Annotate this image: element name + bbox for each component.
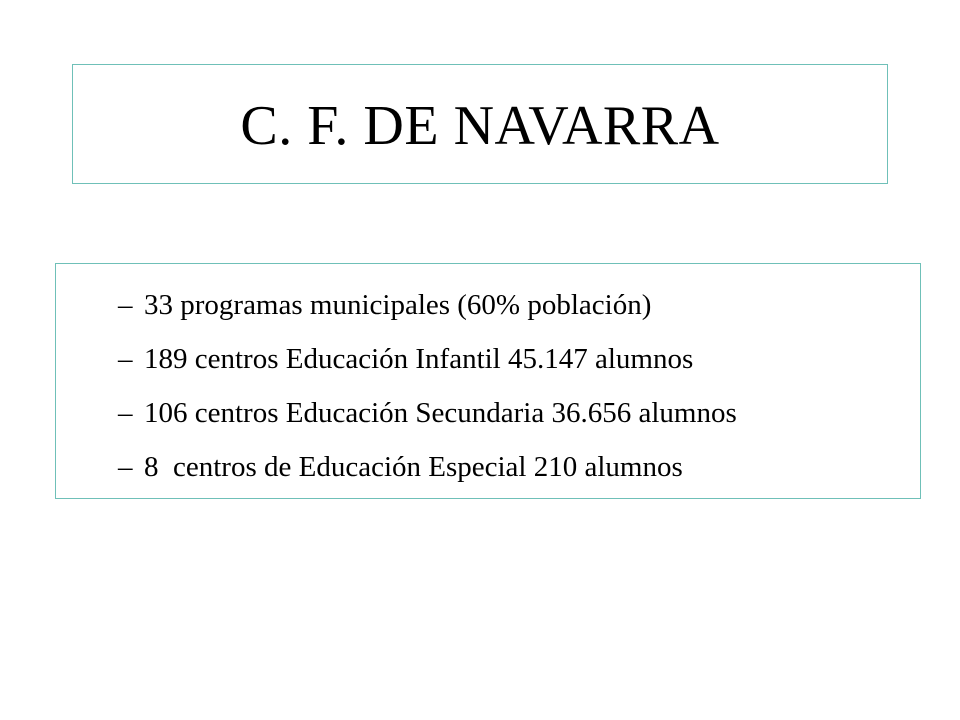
- bullet-item: [118, 386, 737, 440]
- slide-title: C. F. DE NAVARRA: [240, 95, 720, 157]
- bullet-text: 33 programas municipales (60% población): [144, 289, 652, 321]
- bullet-text: 189 centros Educación Infantil 45.147 alumnos: [144, 343, 694, 375]
- bullet-text: 106 centros Educación Secundaria 36.656 alumnos: [144, 397, 737, 429]
- content-box: [55, 263, 921, 499]
- bullet-list: [118, 278, 737, 494]
- bullet-item: [118, 332, 737, 386]
- bullet-dash: –: [118, 343, 133, 375]
- bullet-text: 8 centros de Educación Especial 210 alumnos: [144, 451, 683, 483]
- bullet-dash: –: [118, 451, 133, 483]
- title-box: [72, 64, 888, 184]
- bullet-item: [118, 440, 737, 494]
- bullet-item: [118, 278, 737, 332]
- bullet-dash: –: [118, 397, 133, 429]
- bullet-dash: –: [118, 289, 133, 321]
